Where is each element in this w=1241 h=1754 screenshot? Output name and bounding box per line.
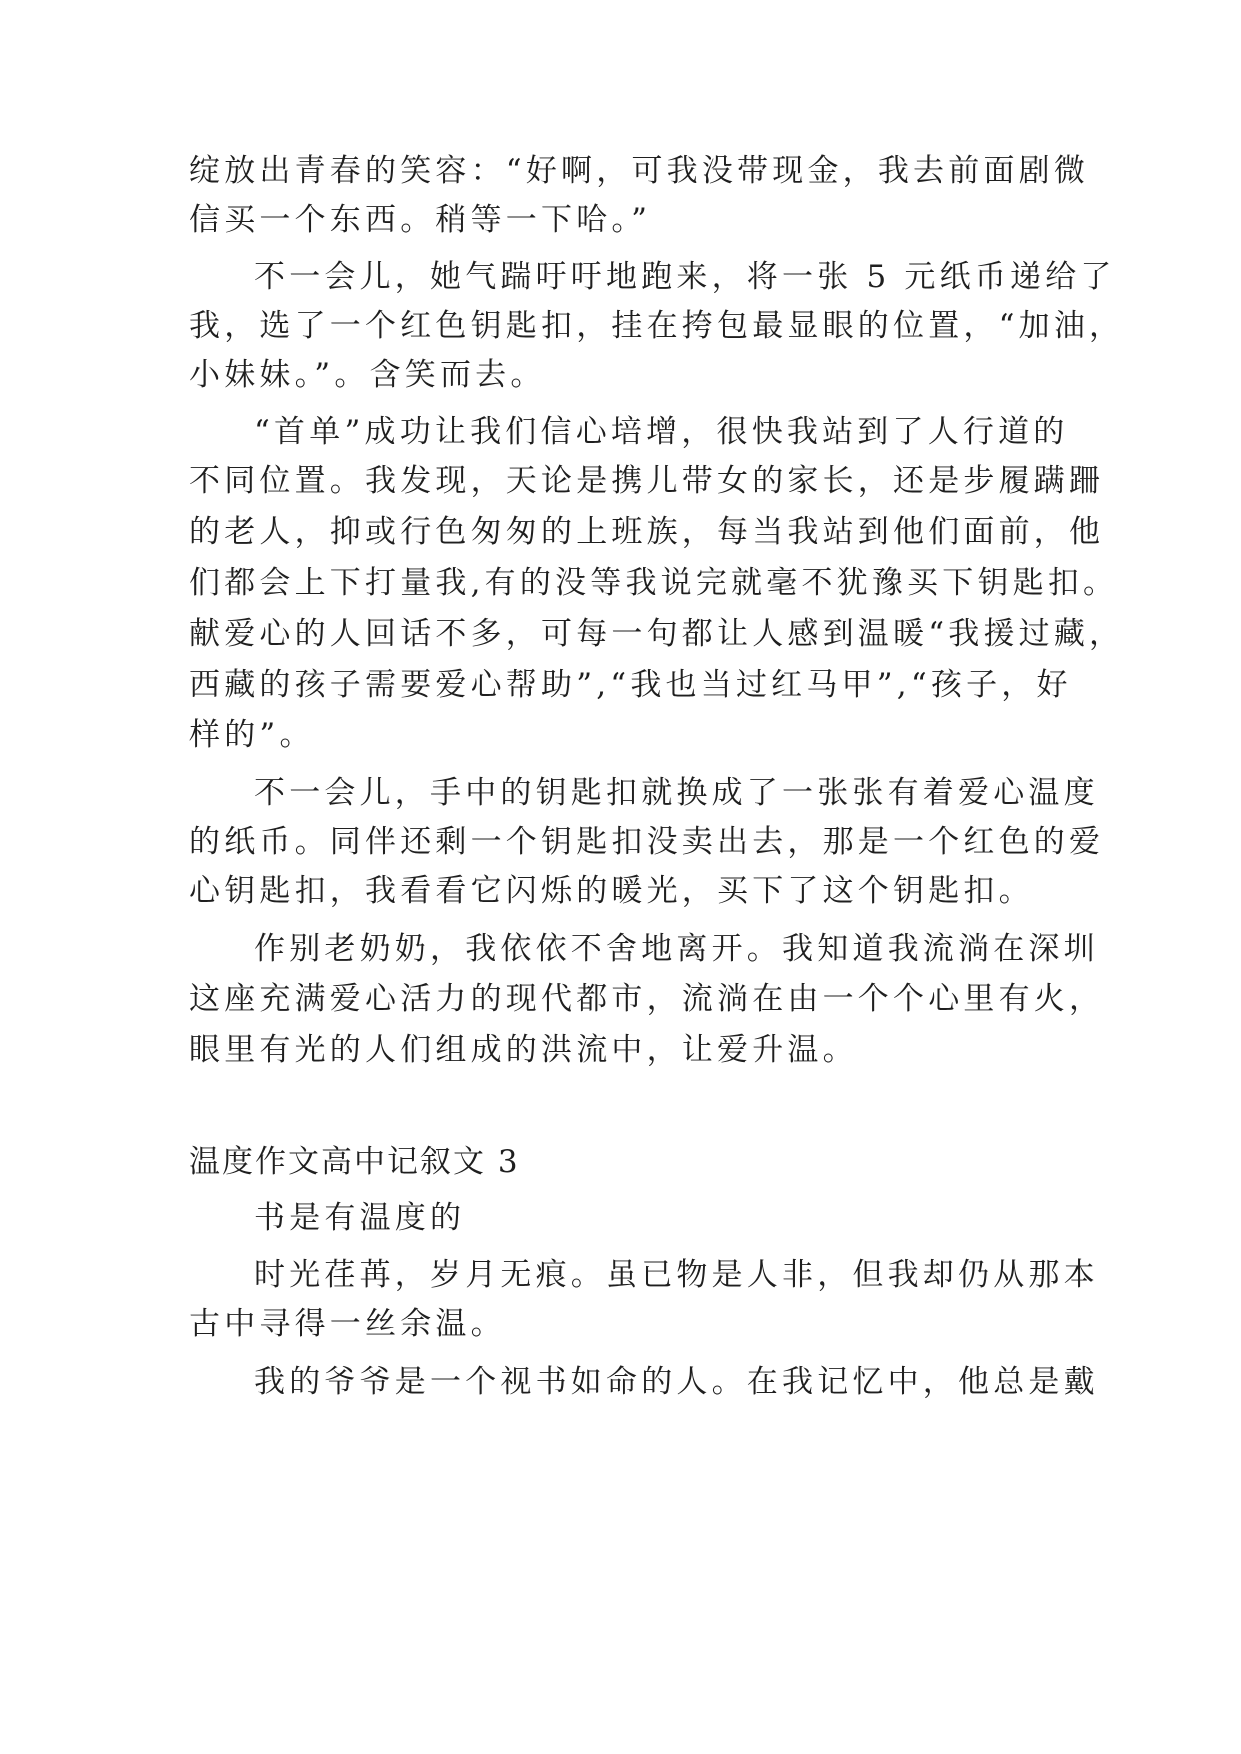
text-line: 作别老奶奶，我依依不舍地离开。我知道我流淌在深圳 [254,931,1099,967]
text-line: 的纸币。同伴还剩一个钥匙扣没卖出去，那是一个红色的爱 [189,824,1105,860]
text-line: 样的”。 [189,717,315,753]
text-line: 不同位置。我发现，天论是携儿带女的家长，还是步履蹒跚 [189,463,1105,499]
text-line: 的老人，抑或行色匆匆的上班族，每当我站到他们面前，他 [189,514,1105,550]
text-line: “首单”成功让我们信心培增，很快我站到了人行道的 [254,414,1069,450]
text-line: 时光荏苒，岁月无痕。虽已物是人非，但我却仍从那本 [254,1257,1099,1293]
text-line: 不一会儿，她气踹吁吁地跑来，将一张 5 元纸币递给了 [254,259,1116,295]
text-line: 这座充满爱心活力的现代都市，流淌在由一个个心里有火， [189,981,1105,1017]
text-line: 我，选了一个红色钥匙扣，挂在挎包最显眼的位置，“加油， [189,308,1125,344]
text-line: 献爱心的人回话不多，可每一句都让人感到温暖“我援过藏， [189,616,1125,652]
text-line: 心钥匙扣，我看看它闪烁的暖光，买下了这个钥匙扣。 [189,873,1034,909]
text-line: 绽放出青春的笑容：“好啊，可我没带现金，我去前面剧微 [189,153,1090,189]
text-line: 小妹妹。”。含笑而去。 [189,357,546,393]
text-line: 信买一个东西。稍等一下哈。” [189,202,652,238]
section-heading: 温度作文高中记叙文 3 [189,1144,520,1180]
article-title: 书是有温度的 [254,1200,466,1236]
text-line: 西藏的孩子需要爱心帮助”,“我也当过红马甲”,“孩子，好 [189,667,1072,703]
text-line: 眼里有光的人们组成的洪流中，让爱升温。 [189,1032,858,1068]
text-line: 不一会儿，手中的钥匙扣就换成了一张张有着爱心温度 [254,775,1099,811]
text-line: 们都会上下打量我,有的没等我说完就毫不犹豫买下钥匙扣。 [189,565,1119,601]
text-line: 我的爷爷是一个视书如命的人。在我记忆中，他总是戴 [254,1364,1099,1400]
text-line: 古中寻得一丝余温。 [189,1306,506,1342]
